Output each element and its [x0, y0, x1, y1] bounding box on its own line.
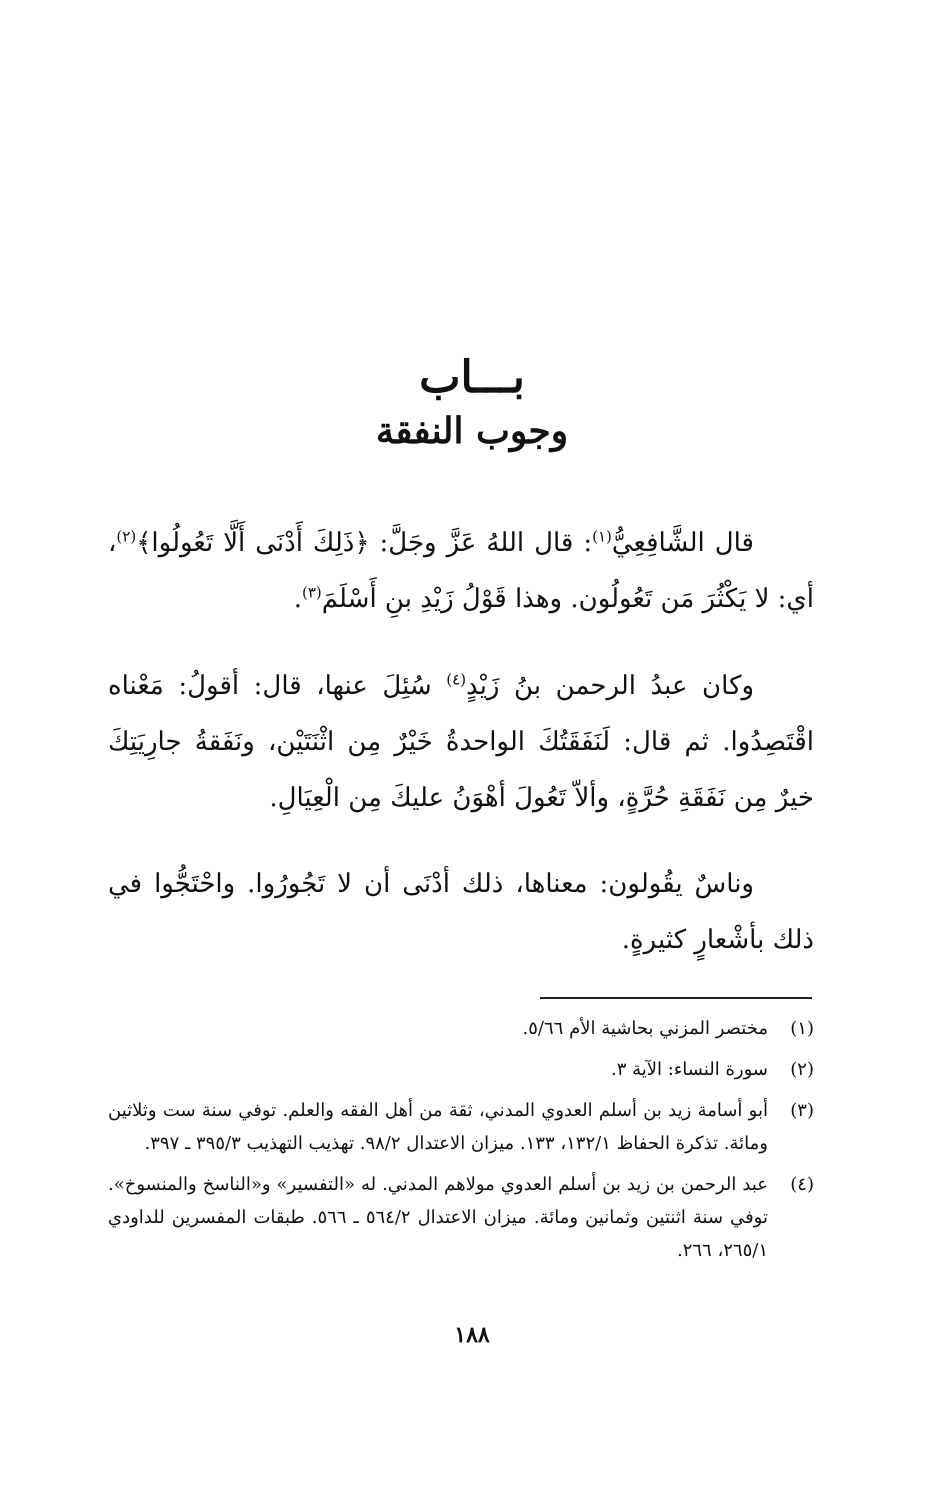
paragraph-2-part-b: سُئِلَ عنها، قال: أقولُ: مَعْناه اقْتَصِدُوا. ثم قال: لَنَفَقَتُكَ الواحدةُ خَيْرٌ مِن اثْنَتَيْن، ونَفَقةُ جارِيَتِكَ خيرٌ مِن نَفَقَةِ حُرَّةٍ، وألاّ تَعُولَ أهْوَنُ عليكَ مِن الْعِيَالِ.	[108, 671, 814, 813]
paragraph-2	[108, 658, 814, 826]
footnote-number: (٢)	[790, 1059, 814, 1080]
paragraph-1-part-b: : قال اللهُ عَزَّ وجَلَّ: ﴿ذَلِكَ أَدْنَى أَلَّا تَعُولُوا﴾	[136, 528, 593, 558]
chapter-label: بـــاب	[419, 352, 525, 403]
footnote-number: (٣)	[790, 1100, 814, 1121]
footnote-3	[108, 1094, 814, 1160]
footnote-text: مختصر المزني بحاشية الأم ٥/٦٦.	[522, 1018, 768, 1039]
footnote-number: (٤)	[790, 1174, 814, 1195]
footnote-ref-2: (٢)	[116, 527, 137, 546]
footnote-2	[108, 1053, 814, 1086]
paragraph-3	[108, 856, 814, 968]
paragraph-1-part-a: قال الشَّافِعِيُّ	[611, 528, 754, 558]
paragraph-1-part-c: ، أي: لا يَكْثُرَ مَن تَعُولُون. وهذا قَوْلُ زَيْدِ بنِ أَسْلَمَ	[108, 528, 814, 614]
paragraph-2-part-a: وكان عبدُ الرحمن بنُ زَيْدٍ	[466, 671, 754, 701]
footnotes	[108, 1012, 814, 1275]
paragraph-1	[108, 515, 814, 627]
footnote-divider	[540, 997, 812, 999]
chapter-title: وجوب النفقة	[375, 410, 569, 452]
footnote-text: أبو أسامة زيد بن أسلم العدوي المدني، ثقة من أهل الفقه والعلم. توفي سنة ست وثلاثين ومائة. تذكرة الحفاظ ١٣٢/١، ١٣٣. ميزان الاعتدال ٩٨/٢. تهذيب التهذيب ٣٩٥/٣ ـ ٣٩٧.	[108, 1100, 768, 1154]
paragraph-3-text: وناسٌ يقُولون: معناها، ذلك أدْنَى أن لا تَجُورُوا. واحْتَجُّوا في ذلك بأشْعارٍ كثيرةٍ.	[108, 869, 814, 955]
footnote-text: عبد الرحمن بن زيد بن أسلم العدوي مولاهم المدني. له «التفسير» و«الناسخ والمنسوخ». توفي سنة اثنتين وثمانين ومائة. ميزان الاعتدال ٥٦٤/٢ ـ ٥٦٦. طبقات المفسرين للداودي ٢٦٥/١، ٢٦٦.	[108, 1174, 768, 1261]
footnote-1	[108, 1012, 814, 1045]
footnote-number: (١)	[790, 1018, 814, 1039]
footnote-text: سورة النساء: الآية ٣.	[611, 1059, 768, 1080]
page-number: ١٨٨	[454, 1322, 490, 1348]
footnote-ref-3: (٣)	[301, 583, 322, 602]
paragraph-1-part-d: .	[293, 584, 302, 614]
footnote-4	[108, 1168, 814, 1267]
footnote-ref-4: (٤)	[446, 670, 467, 689]
footnote-ref-1: (١)	[592, 527, 612, 546]
